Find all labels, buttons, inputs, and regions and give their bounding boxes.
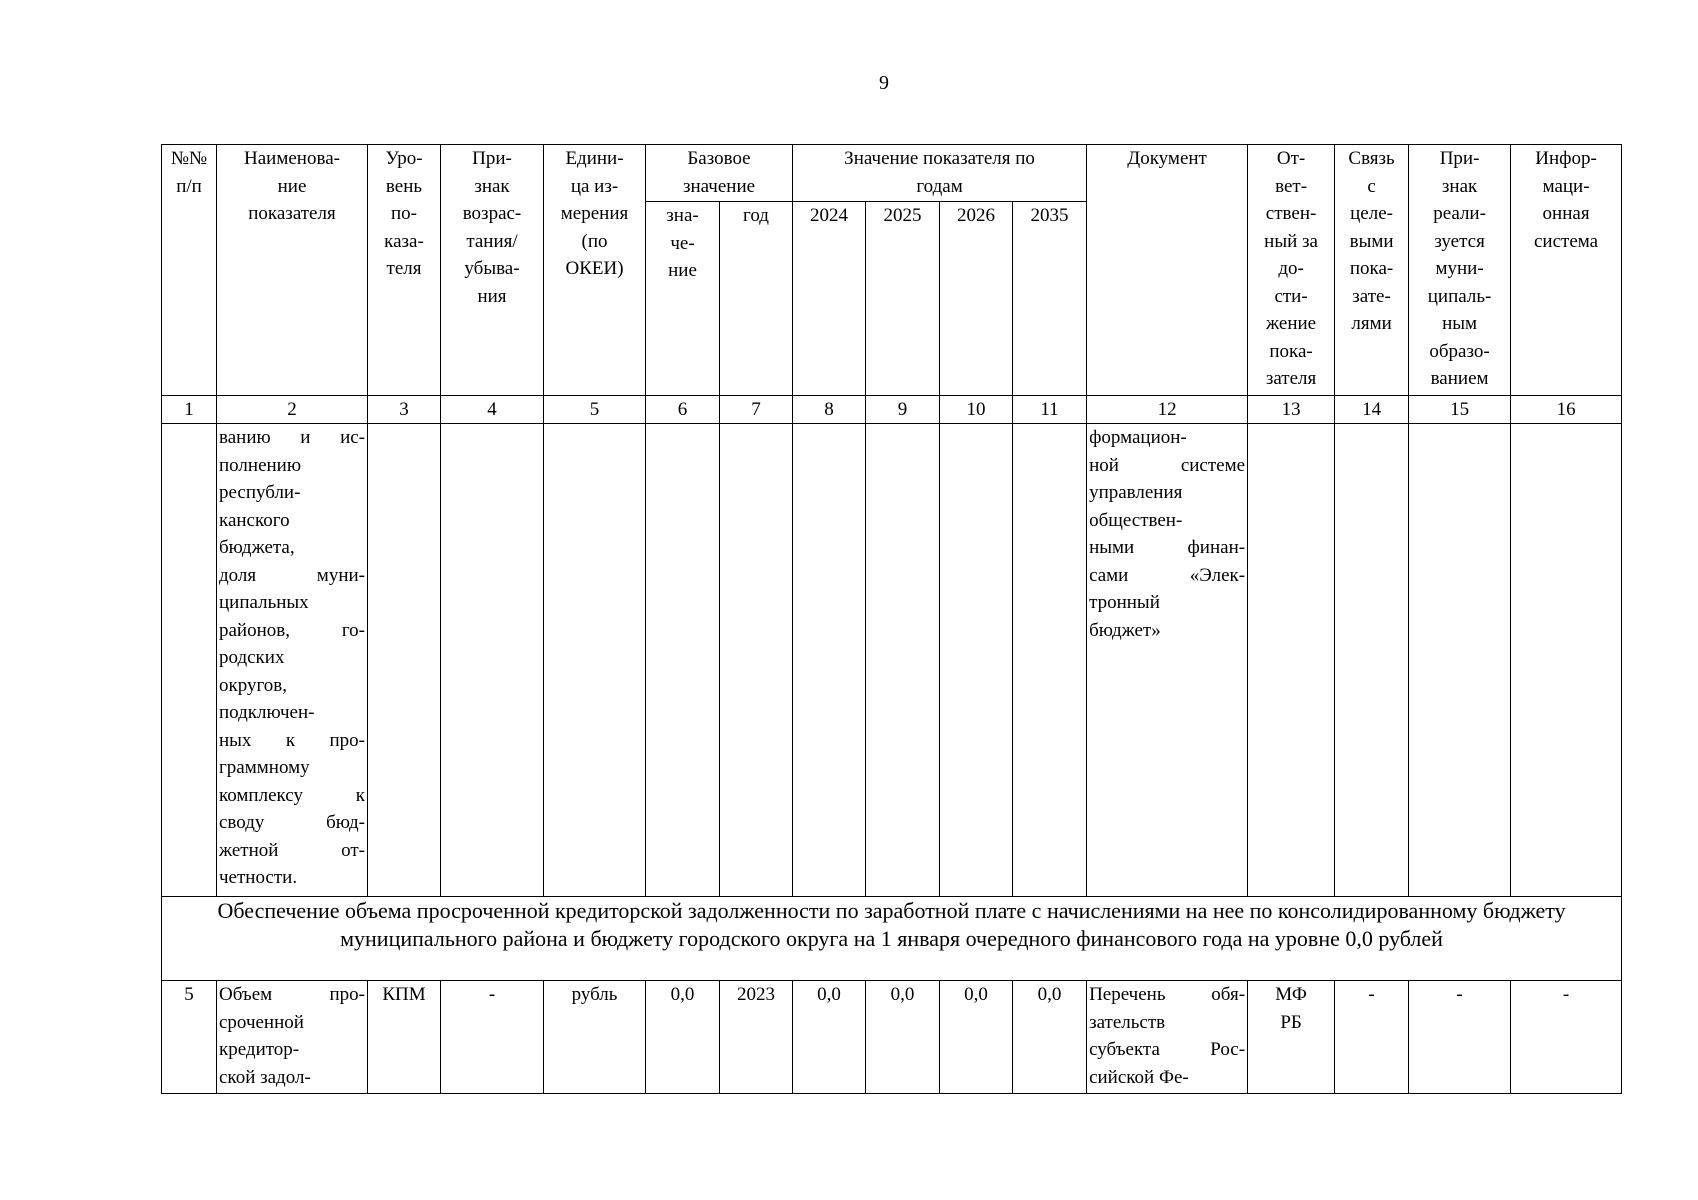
cell-document-continued: [1087, 424, 1248, 897]
cell-indicator-name: [217, 981, 368, 1094]
header-base-year: год: [720, 202, 793, 396]
text-line: пока-: [1349, 258, 1394, 279]
text-line: система: [1534, 230, 1599, 252]
text-line: управления: [1089, 482, 1183, 503]
text-line: районов, го-: [219, 619, 365, 641]
text-line: четности.: [219, 867, 298, 888]
header-responsible: [1248, 145, 1335, 396]
text-line: жетной от-: [219, 839, 365, 861]
text-line: ствен-: [1265, 203, 1317, 224]
cell-empty: [441, 424, 544, 897]
text-line: зате-: [1352, 285, 1391, 307]
column-number: 15: [1409, 396, 1511, 424]
header-number: [162, 145, 217, 396]
cell-document: [1087, 981, 1248, 1094]
cell-goal-link: -: [1335, 981, 1409, 1094]
column-number: 1: [162, 396, 217, 424]
column-number: 7: [720, 396, 793, 424]
cell-indicator-name-continued: [217, 424, 368, 897]
column-number: 11: [1013, 396, 1087, 424]
text-line: При-: [472, 148, 512, 169]
header-unit: [544, 145, 646, 396]
column-number: 10: [940, 396, 1013, 424]
text-line: округов,: [219, 674, 288, 696]
header-indicator-level: [368, 145, 441, 396]
text-line: (по: [581, 230, 608, 252]
text-line: Наименова-: [244, 148, 340, 169]
text-line: годам: [916, 175, 963, 197]
text-line: убыва-: [464, 258, 520, 279]
text-line: Уро-: [385, 148, 423, 169]
cell-municipal-sign: -: [1409, 981, 1511, 1094]
text-line: своду бюд-: [219, 812, 365, 833]
header-base-value-group: [646, 145, 793, 202]
text-line: до-: [1278, 258, 1304, 279]
text-line: граммному: [219, 757, 310, 778]
cell-empty: [162, 424, 217, 897]
text-line: выми: [1349, 230, 1394, 252]
column-number: 2: [217, 396, 368, 424]
text-line: От-: [1276, 148, 1306, 169]
header-year-2024: 2024: [793, 202, 866, 396]
cell-empty: [793, 424, 866, 897]
table-row: [162, 981, 1622, 1094]
header-year-2035: 2035: [1013, 202, 1087, 396]
text-line: ный за: [1264, 230, 1318, 252]
cell-value-2026: 0,0: [940, 981, 1013, 1094]
text-line: ным: [1442, 313, 1478, 334]
text-line: мерения: [560, 203, 629, 224]
header-document: Документ: [1087, 145, 1248, 396]
text-line: ных к про-: [219, 729, 365, 751]
text-line: подключен-: [219, 702, 315, 723]
section-title: Обеспечение объема просроченной кредиторской задолженности по заработной плате с начислениями на нее по консолидированному бюджету муниципального района и бюджету городского округа на 1 января очередного финансового года на уровне 0,0 рублей: [162, 897, 1622, 981]
cell-value-2025: 0,0: [866, 981, 940, 1094]
text-line: республи-: [219, 482, 301, 503]
text-line: ской задол-: [219, 1066, 311, 1088]
text-line: тания/: [466, 230, 518, 252]
text-line: реали-: [1433, 203, 1486, 224]
text-line: каза-: [384, 230, 424, 252]
page-number: 9: [879, 72, 889, 94]
text-line: целе-: [1350, 203, 1393, 224]
text-line: че-: [670, 232, 695, 254]
text-line: вет-: [1275, 175, 1308, 197]
text-line: показателя: [248, 203, 336, 224]
text-line: МФ: [1275, 984, 1307, 1005]
cell-empty: [368, 424, 441, 897]
header-goal-link: [1335, 145, 1409, 396]
section-row: [162, 897, 1622, 981]
text-line: ными финан-: [1089, 537, 1246, 558]
header-yearly-values-group: [793, 145, 1087, 202]
text-line: Связь: [1348, 148, 1395, 169]
text-line: с: [1367, 175, 1376, 197]
text-line: сийской Фе-: [1089, 1066, 1189, 1088]
text-line: формацион-: [1089, 427, 1187, 448]
text-line: возрас-: [462, 203, 522, 224]
cell-info-system: -: [1511, 981, 1622, 1094]
text-line: ципаль-: [1427, 285, 1492, 307]
text-line: доля муни-: [219, 564, 365, 586]
cell-empty: [646, 424, 720, 897]
column-numbers-row: [162, 396, 1622, 424]
cell-indicator-level: КПМ: [368, 981, 441, 1094]
text-line: РБ: [1280, 1011, 1302, 1033]
cell-value-2035: 0,0: [1013, 981, 1087, 1094]
text-line: полнению: [219, 454, 302, 476]
text-line: ца из-: [570, 175, 619, 197]
column-number: 5: [544, 396, 646, 424]
text-line: зуется: [1434, 230, 1485, 252]
text-line: ванием: [1430, 368, 1489, 389]
cell-empty: [940, 424, 1013, 897]
text-line: ципальных: [219, 592, 309, 613]
text-line: по-: [391, 203, 417, 224]
column-number: 3: [368, 396, 441, 424]
text-line: ОКЕИ): [565, 258, 624, 279]
text-line: зна-: [666, 205, 699, 226]
header-trend-sign: [441, 145, 544, 396]
header-base-value: [646, 202, 720, 396]
text-line: субъекта Рос-: [1089, 1039, 1246, 1060]
text-line: значение: [682, 175, 756, 197]
text-line: знак: [474, 175, 510, 197]
text-line: кредитор-: [219, 1039, 300, 1060]
column-number: 13: [1248, 396, 1335, 424]
text-line: п/п: [176, 175, 202, 197]
text-line: родских: [219, 647, 285, 668]
text-line: тронный: [1089, 592, 1160, 613]
column-number: 9: [866, 396, 940, 424]
text-line: ванию и ис-: [219, 427, 365, 448]
text-line: знак: [1441, 175, 1478, 197]
cell-empty: [720, 424, 793, 897]
header-indicator-name: [217, 145, 368, 396]
text-line: Значение показателя по: [844, 148, 1035, 169]
cell-empty: [544, 424, 646, 897]
text-line: муни-: [1435, 258, 1484, 279]
text-line: вень: [385, 175, 423, 197]
cell-trend-sign: -: [441, 981, 544, 1094]
text-line: Базовое: [687, 148, 751, 169]
cell-empty: [1248, 424, 1335, 897]
text-line: сами «Элек-: [1089, 564, 1246, 586]
header-municipal-sign: [1409, 145, 1511, 396]
column-number: 4: [441, 396, 544, 424]
column-number: 14: [1335, 396, 1409, 424]
cell-unit: рубль: [544, 981, 646, 1094]
header-year-2026: 2026: [940, 202, 1013, 396]
text-line: ние: [277, 175, 307, 197]
continuation-row: [162, 424, 1622, 897]
text-line: канского: [219, 509, 290, 531]
text-line: Перечень обя-: [1089, 984, 1246, 1005]
cell-empty: [1013, 424, 1087, 897]
cell-empty: [1511, 424, 1622, 897]
text-line: ния: [477, 285, 507, 307]
text-line: зательств: [1089, 1011, 1166, 1033]
text-line: лями: [1351, 313, 1392, 334]
cell-empty: [1409, 424, 1511, 897]
text-line: обществен-: [1089, 509, 1183, 531]
column-number: 12: [1087, 396, 1248, 424]
cell-value-2024: 0,0: [793, 981, 866, 1094]
text-line: ной системе: [1089, 454, 1246, 476]
text-line: сроченной: [219, 1011, 304, 1033]
text-line: теля: [386, 258, 422, 279]
cell-empty: [1335, 424, 1409, 897]
cell-empty: [866, 424, 940, 897]
text-line: маци-: [1542, 175, 1590, 197]
text-line: онная: [1542, 203, 1590, 224]
text-line: бюджет»: [1089, 619, 1161, 641]
column-number: 16: [1511, 396, 1622, 424]
text-line: Инфор-: [1535, 148, 1597, 169]
text-line: сти-: [1274, 285, 1308, 307]
text-line: пока-: [1269, 340, 1313, 362]
text-line: №№: [170, 148, 208, 169]
text-line: ние: [668, 260, 697, 281]
indicators-table: [161, 144, 1622, 1094]
text-line: Едини-: [565, 148, 624, 169]
cell-responsible: [1248, 981, 1335, 1094]
header-info-system: [1511, 145, 1622, 396]
text-line: зателя: [1265, 368, 1317, 389]
cell-base-value: 0,0: [646, 981, 720, 1094]
text-line: жение: [1266, 313, 1317, 334]
text-line: бюджета,: [219, 537, 295, 558]
column-number: 8: [793, 396, 866, 424]
text-line: комплексу к: [219, 784, 365, 806]
header-row-top: [162, 145, 1622, 202]
text-line: Объем про-: [219, 984, 365, 1005]
cell-base-year: 2023: [720, 981, 793, 1094]
text-line: При-: [1439, 148, 1480, 169]
cell-row-number: 5: [162, 981, 217, 1094]
header-year-2025: 2025: [866, 202, 940, 396]
text-line: образо-: [1429, 340, 1490, 362]
column-number: 6: [646, 396, 720, 424]
